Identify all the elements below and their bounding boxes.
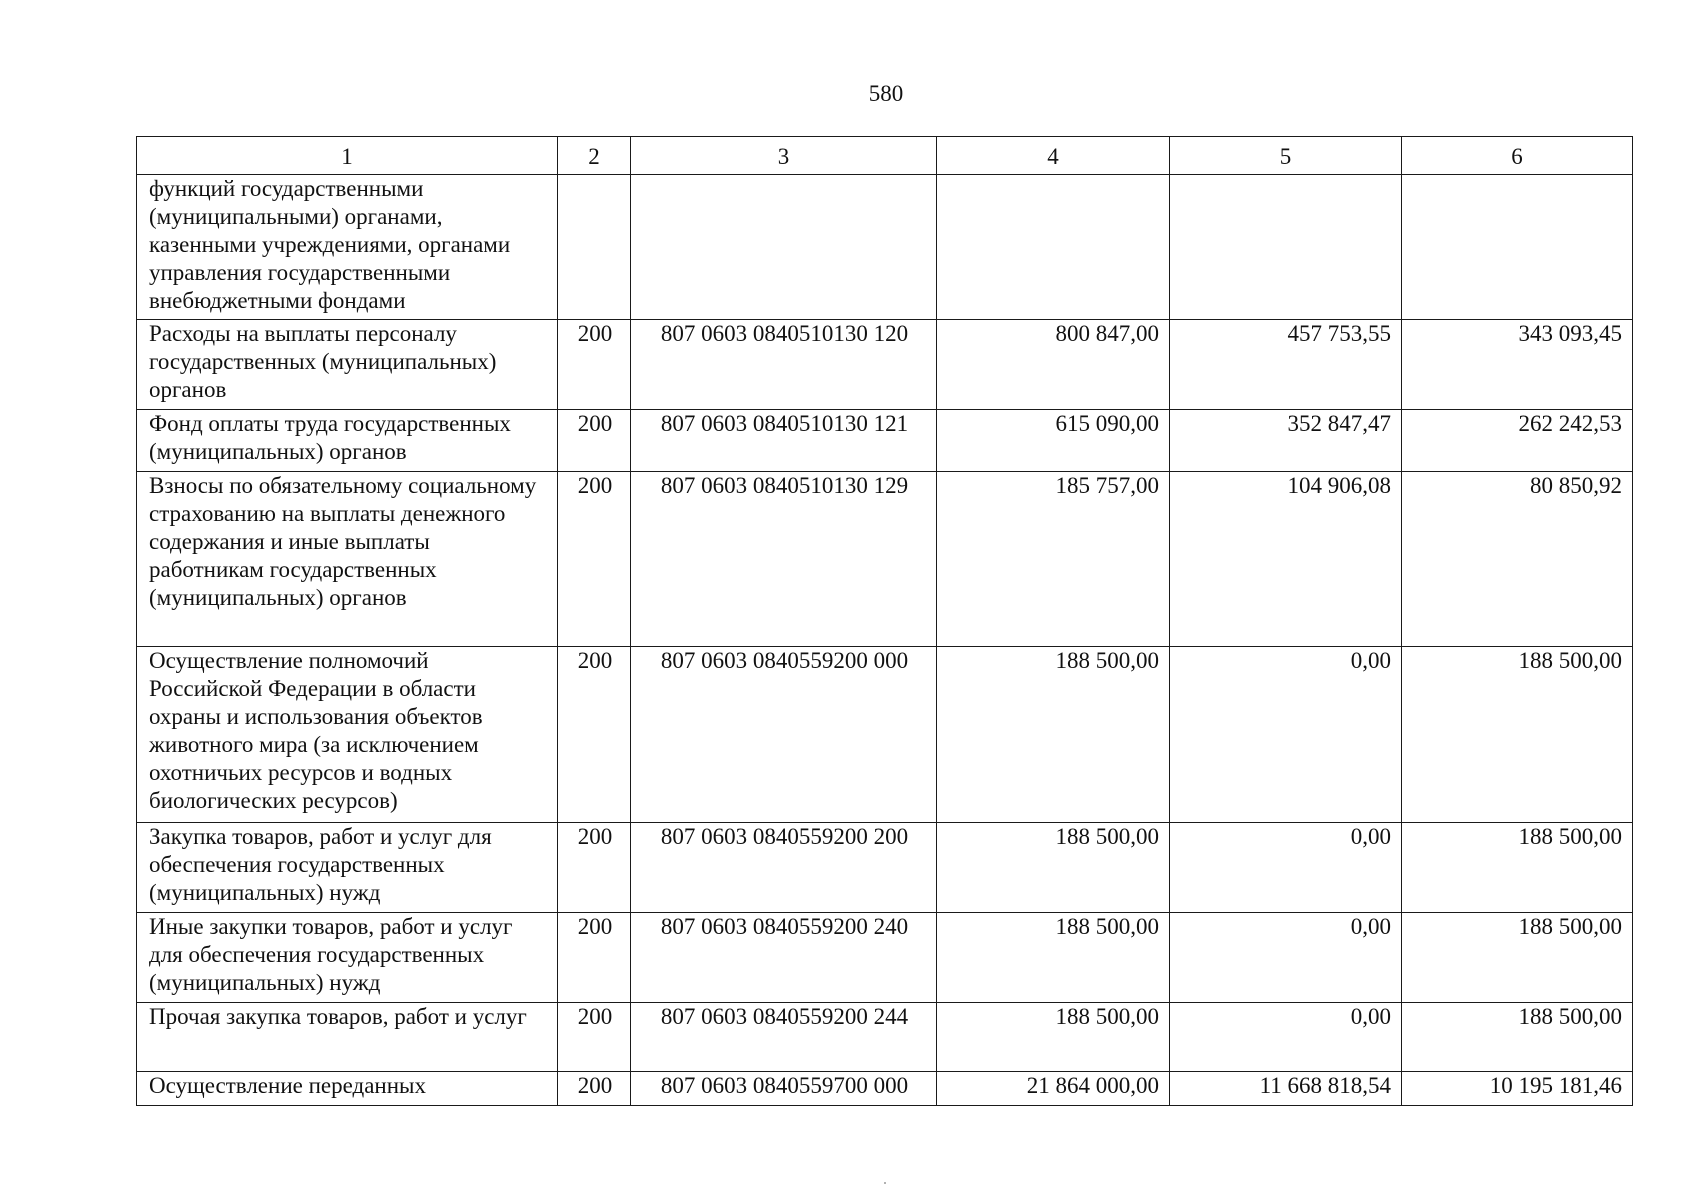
row-col5: 0,00: [1170, 913, 1402, 1003]
table-row: [137, 472, 1633, 647]
row-col5: 0,00: [1170, 1003, 1402, 1072]
row-name: Взносы по обязательному социальному страхованию на выплаты денежного содержания и иные выплаты работникам государственных (муниципальных) органов: [137, 472, 558, 647]
row-code: 200: [558, 1003, 631, 1072]
scan-speck: [884, 1182, 886, 1184]
row-code: 200: [558, 913, 631, 1003]
row-code: 200: [558, 410, 631, 472]
row-code: 200: [558, 647, 631, 823]
row-kbk: 807 0603 0840559200 000: [631, 647, 937, 823]
row-col6: 188 500,00: [1402, 823, 1633, 913]
row-code: [558, 175, 631, 320]
row-col4: 188 500,00: [937, 1003, 1170, 1072]
row-code: 200: [558, 320, 631, 410]
row-col5: 0,00: [1170, 823, 1402, 913]
row-name: Осуществление полномочий Российской Федерации в области охраны и использования объектов животного мира (за исключением охотничьих ресурсов и водных биологических ресурсов): [137, 647, 558, 823]
row-col6: 188 500,00: [1402, 647, 1633, 823]
row-col6: 10 195 181,46: [1402, 1072, 1633, 1106]
budget-table: [136, 136, 1633, 1106]
row-kbk: 807 0603 0840510130 120: [631, 320, 937, 410]
table-row: [137, 410, 1633, 472]
row-col6: 80 850,92: [1402, 472, 1633, 647]
row-name: Фонд оплаты труда государственных (муниципальных) органов: [137, 410, 558, 472]
row-col5: 352 847,47: [1170, 410, 1402, 472]
row-col5: 457 753,55: [1170, 320, 1402, 410]
table-row: [137, 175, 1633, 320]
row-col6: 188 500,00: [1402, 1003, 1633, 1072]
row-col4: 800 847,00: [937, 320, 1170, 410]
row-col4: 185 757,00: [937, 472, 1170, 647]
header-col-4: 4: [937, 137, 1170, 175]
row-col4: 188 500,00: [937, 823, 1170, 913]
row-code: 200: [558, 472, 631, 647]
row-kbk: 807 0603 0840559700 000: [631, 1072, 937, 1106]
row-code: 200: [558, 1072, 631, 1106]
row-kbk: 807 0603 0840559200 200: [631, 823, 937, 913]
row-col5: 11 668 818,54: [1170, 1072, 1402, 1106]
row-kbk: 807 0603 0840559200 240: [631, 913, 937, 1003]
row-name: Расходы на выплаты персоналу государственных (муниципальных) органов: [137, 320, 558, 410]
row-name: Прочая закупка товаров, работ и услуг: [137, 1003, 558, 1072]
row-col4: [937, 175, 1170, 320]
row-name: функций государственными (муниципальными) органами, казенными учреждениями, органами управления государственными внебюджетными фондами: [137, 175, 558, 320]
row-col4: 188 500,00: [937, 913, 1170, 1003]
row-col4: 21 864 000,00: [937, 1072, 1170, 1106]
row-kbk: 807 0603 0840559200 244: [631, 1003, 937, 1072]
table-row: [137, 1003, 1633, 1072]
row-code: 200: [558, 823, 631, 913]
page-number: 580: [868, 81, 904, 106]
header-row: [137, 137, 1633, 175]
row-kbk: 807 0603 0840510130 121: [631, 410, 937, 472]
row-col6: 262 242,53: [1402, 410, 1633, 472]
table-row: [137, 913, 1633, 1003]
header-col-1: 1: [137, 137, 558, 175]
row-kbk: [631, 175, 937, 320]
row-col6: 343 093,45: [1402, 320, 1633, 410]
row-name: Иные закупки товаров, работ и услуг для обеспечения государственных (муниципальных) нужд: [137, 913, 558, 1003]
row-col4: 615 090,00: [937, 410, 1170, 472]
row-col5: 104 906,08: [1170, 472, 1402, 647]
row-kbk: 807 0603 0840510130 129: [631, 472, 937, 647]
row-col6: 188 500,00: [1402, 913, 1633, 1003]
table-row: [137, 647, 1633, 823]
row-col4: 188 500,00: [937, 647, 1170, 823]
table-row: [137, 320, 1633, 410]
header-col-3: 3: [631, 137, 937, 175]
header-col-2: 2: [558, 137, 631, 175]
row-name: Закупка товаров, работ и услуг для обеспечения государственных (муниципальных) нужд: [137, 823, 558, 913]
row-col5: 0,00: [1170, 647, 1402, 823]
row-name: Осуществление переданных: [137, 1072, 558, 1106]
table-row: [137, 823, 1633, 913]
row-col5: [1170, 175, 1402, 320]
row-col6: [1402, 175, 1633, 320]
header-col-5: 5: [1170, 137, 1402, 175]
header-col-6: 6: [1402, 137, 1633, 175]
table-row: [137, 1072, 1633, 1106]
